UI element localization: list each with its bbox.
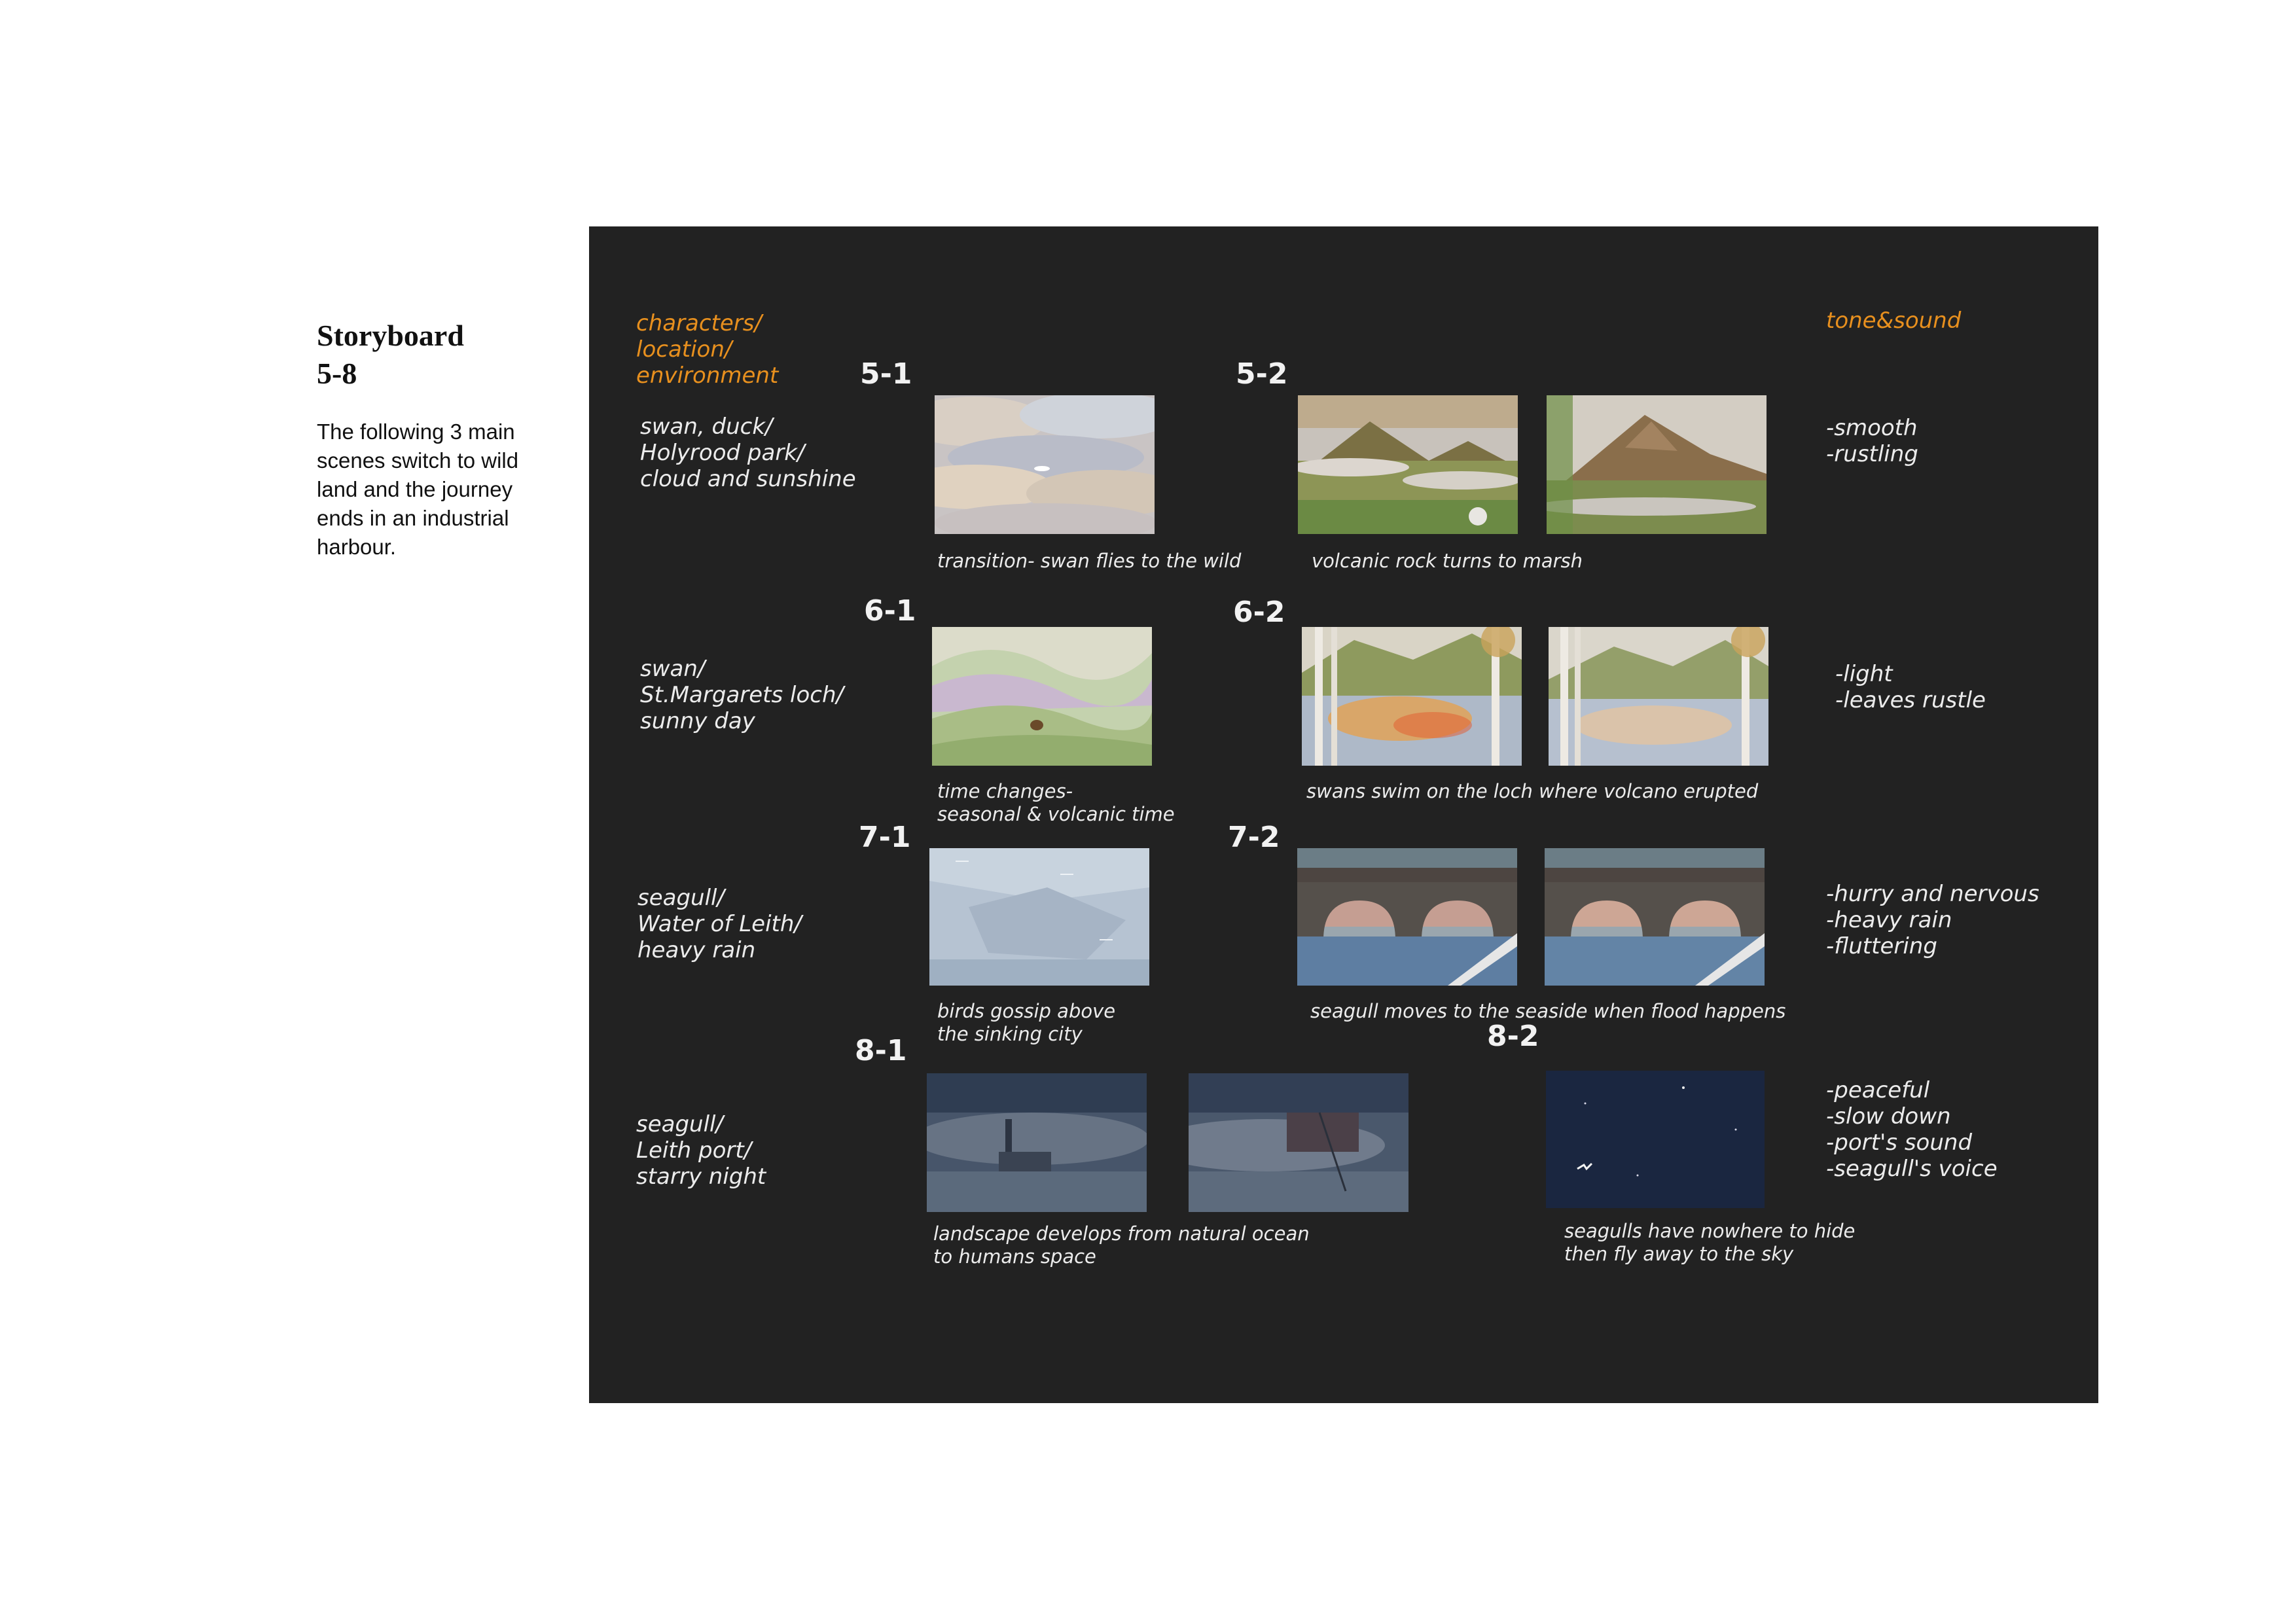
caption-7-1: birds gossip above the sinking city bbox=[937, 1000, 1116, 1045]
caption-5-2: volcanic rock turns to marsh bbox=[1312, 550, 1583, 572]
shot-number-5-2: 5-2 bbox=[1236, 357, 1288, 391]
frame-5-2a-volcanic-marsh bbox=[1298, 395, 1518, 534]
storyboard-panel bbox=[589, 226, 2098, 1403]
row-2-characters: swan/ St.Margarets loch/ sunny day bbox=[640, 656, 844, 734]
frame-7-1-rainy-sky bbox=[929, 848, 1149, 986]
shot-number-6-2: 6-2 bbox=[1233, 596, 1285, 629]
caption-6-2: swans swim on the loch where volcano erupted bbox=[1306, 780, 1759, 802]
frame-6-1-green-hills bbox=[932, 627, 1152, 766]
header-characters: characters/ location/ environment bbox=[636, 310, 779, 389]
row-1-tone: -smooth -rustling bbox=[1826, 415, 1918, 467]
page-description: The following 3 main scenes switch to wild land and the journey ends in an industrial harbour. bbox=[317, 419, 519, 559]
shot-number-8-1: 8-1 bbox=[855, 1034, 907, 1067]
frame-8-1a-industrial-harbour bbox=[927, 1073, 1147, 1212]
frame-7-2a-viaduct-flood bbox=[1297, 848, 1517, 986]
frame-8-2-starry-night bbox=[1546, 1071, 1765, 1208]
row-4-characters: seagull/ Leith port/ starry night bbox=[636, 1111, 766, 1190]
shot-number-6-1: 6-1 bbox=[864, 594, 916, 628]
row-3-tone: -hurry and nervous -heavy rain -fluttering bbox=[1826, 881, 2039, 959]
caption-7-2: seagull moves to the seaside when flood happens bbox=[1310, 1000, 1786, 1022]
shot-number-5-1: 5-1 bbox=[860, 357, 912, 391]
frame-6-2a-loch-birch-trees bbox=[1302, 627, 1522, 766]
caption-6-1: time changes- seasonal & volcanic time bbox=[937, 780, 1175, 825]
frame-7-2b-viaduct-flood bbox=[1545, 848, 1765, 986]
shot-number-7-1: 7-1 bbox=[859, 821, 911, 854]
frame-8-1b-industrial-harbour bbox=[1189, 1073, 1408, 1212]
header-tone-sound: tone&sound bbox=[1826, 308, 1962, 334]
shot-number-7-2: 7-2 bbox=[1228, 821, 1280, 854]
caption-8-1: landscape develops from natural ocean to humans space bbox=[933, 1222, 1310, 1268]
caption-8-2: seagulls have nowhere to hide then fly away to the sky bbox=[1564, 1220, 1856, 1265]
frame-6-2b-loch-birch-trees bbox=[1549, 627, 1768, 766]
row-2-tone: -light -leaves rustle bbox=[1835, 661, 1986, 713]
row-1-characters: swan, duck/ Holyrood park/ cloud and sunshine bbox=[640, 414, 856, 492]
title-line-1: Storyboard bbox=[317, 319, 464, 352]
row-3-characters: seagull/ Water of Leith/ heavy rain bbox=[637, 885, 802, 963]
caption-5-1: transition- swan flies to the wild bbox=[937, 550, 1242, 572]
row-4-tone: -peaceful -slow down -port's sound -seagull's voice bbox=[1826, 1077, 1998, 1182]
shot-number-8-2: 8-2 bbox=[1487, 1020, 1539, 1053]
page-title bbox=[317, 317, 526, 393]
frame-5-1-cloudy-sky bbox=[935, 395, 1155, 534]
title-line-2: 5-8 bbox=[317, 357, 357, 390]
frame-5-2b-volcanic-marsh bbox=[1547, 395, 1767, 534]
